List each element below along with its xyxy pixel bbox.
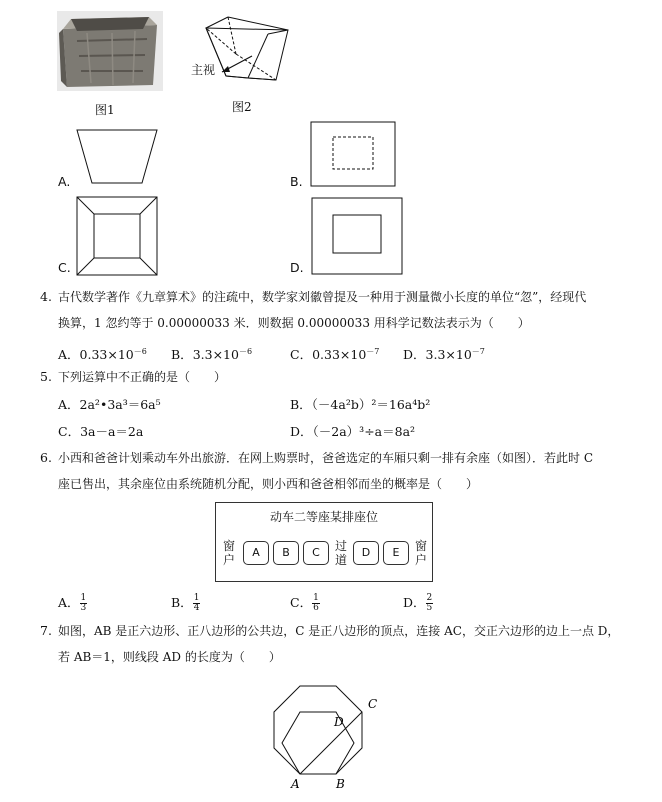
q6-option-b-den: 4 xyxy=(193,603,200,613)
q6-option-d xyxy=(403,592,433,614)
q7-stem-line2: 若 AB＝1，则线段 AD 的长度为（ ） xyxy=(58,650,281,664)
q3-option-c-label: C. xyxy=(58,260,71,275)
front-view-label: 主视 xyxy=(191,63,216,77)
q5-option-d: D．（－2a）³÷a＝8a² xyxy=(290,424,416,439)
point-d-label: D xyxy=(334,715,344,729)
q6-number: 6. xyxy=(40,450,52,465)
q4-option-d-exp: －7 xyxy=(471,347,485,356)
q6-option-c-num: 1 xyxy=(313,593,319,603)
q6-option-d-fraction xyxy=(426,594,434,613)
hexagon-octagon-diagram xyxy=(262,670,392,798)
q3-option-d-label: D. xyxy=(290,260,304,275)
q6-option-b xyxy=(171,592,200,614)
seat-row-diagram xyxy=(215,502,433,582)
q5-option-c: C．3a－a＝2a xyxy=(58,424,144,439)
q3-option-a-label: A. xyxy=(58,174,71,189)
q6-stem-line2: 座已售出，其余座位由系统随机分配，则小西和爸爸相邻而坐的概率是（ ） xyxy=(58,477,479,491)
q4-option-c xyxy=(290,343,379,364)
q6-option-d-den: 5 xyxy=(426,603,433,613)
seat-d: D xyxy=(353,541,379,565)
seat-a: A xyxy=(243,541,269,565)
q7-number: 7. xyxy=(40,623,52,638)
q4-option-a-label: A． xyxy=(58,347,80,363)
q3-option-d-figure xyxy=(311,197,403,275)
point-b-label: B xyxy=(336,777,345,791)
q3-option-b-figure xyxy=(310,121,396,187)
q6-option-d-label: D． xyxy=(403,595,426,610)
q4-stem-line1: 古代数学著作《九章算术》的注疏中，数学家刘徽曾提及一种用于测量微小长度的单位“忽”，经现代 xyxy=(58,290,587,304)
q6-option-b-fraction xyxy=(193,594,201,613)
q3-option-a-figure xyxy=(72,125,162,187)
frustum-diagram xyxy=(182,14,307,94)
point-c-label: C xyxy=(368,697,378,711)
q4-option-a xyxy=(58,343,147,364)
left-window-label: 窗户 xyxy=(222,539,235,567)
q6-option-c-label: C． xyxy=(290,595,313,610)
q5-stem: 下列运算中不正确的是（ ） xyxy=(58,370,227,384)
q6-option-c xyxy=(290,592,320,614)
q4-option-b-exp: －6 xyxy=(238,347,253,356)
q4-option-d-base: 3.3×10 xyxy=(425,347,472,363)
q5-number: 5. xyxy=(40,369,52,384)
q4-option-d-label: D． xyxy=(403,347,426,363)
q6-option-d-num: 2 xyxy=(426,593,433,603)
q4-option-c-exp: －7 xyxy=(366,347,380,356)
figure-1-caption: 图1 xyxy=(95,103,115,117)
q6-stem-line1: 小西和爸爸计划乘动车外出旅游．在网上购票时，爸爸选定的车厢只剩一排有余座（如图）．若此时 C xyxy=(58,451,594,465)
q4-number: 4. xyxy=(40,289,52,304)
q4-option-a-exp: －6 xyxy=(133,347,147,356)
q6-option-a xyxy=(58,592,87,614)
seat-row-title: 动车二等座某排座位 xyxy=(269,510,378,524)
figure-2-caption: 图2 xyxy=(232,100,252,114)
q4-option-d xyxy=(403,343,485,364)
q4-option-c-base: 0.33×10 xyxy=(312,347,367,363)
q4-stem-line2: 换算，1 忽约等于 0.00000033 米．则数据 0.00000033 用科学记数法表示为（ ） xyxy=(58,316,530,330)
q4-option-b-label: B． xyxy=(171,347,193,363)
q6-option-b-label: B． xyxy=(171,595,193,610)
seat-e: E xyxy=(383,541,409,565)
seat-c: C xyxy=(303,541,329,565)
q6-option-b-num: 1 xyxy=(193,593,200,603)
q7-stem-line1: 如图，AB 是正六边形、正八边形的公共边，C 是正八边形的顶点，连接 AC，交正六边形的边上一点 D， xyxy=(58,624,620,638)
q3-option-b-label: B. xyxy=(290,174,303,189)
aisle-label: 过道 xyxy=(334,539,347,567)
q4-option-b-base: 3.3×10 xyxy=(192,347,239,363)
q4-option-c-label: C． xyxy=(290,347,313,363)
wooden-box-photo xyxy=(57,11,163,91)
q6-option-c-den: 6 xyxy=(313,603,319,613)
q5-option-b: B．（－4a²b）²＝16a⁴b² xyxy=(290,397,431,412)
q5-option-a: A．2a²•3a³＝6a⁵ xyxy=(58,397,161,412)
q3-option-c-figure xyxy=(76,196,158,276)
point-a-label: A xyxy=(291,777,300,791)
right-window-label: 窗户 xyxy=(414,539,427,567)
q4-option-a-base: 0.33×10 xyxy=(79,347,134,363)
q6-option-a-label: A． xyxy=(58,595,80,610)
q6-option-a-den: 3 xyxy=(80,603,87,613)
q6-option-a-fraction xyxy=(80,594,88,613)
q6-option-c-fraction xyxy=(312,594,320,613)
seat-b: B xyxy=(273,541,299,565)
q4-option-b xyxy=(171,343,252,364)
q6-option-a-num: 1 xyxy=(80,593,87,603)
